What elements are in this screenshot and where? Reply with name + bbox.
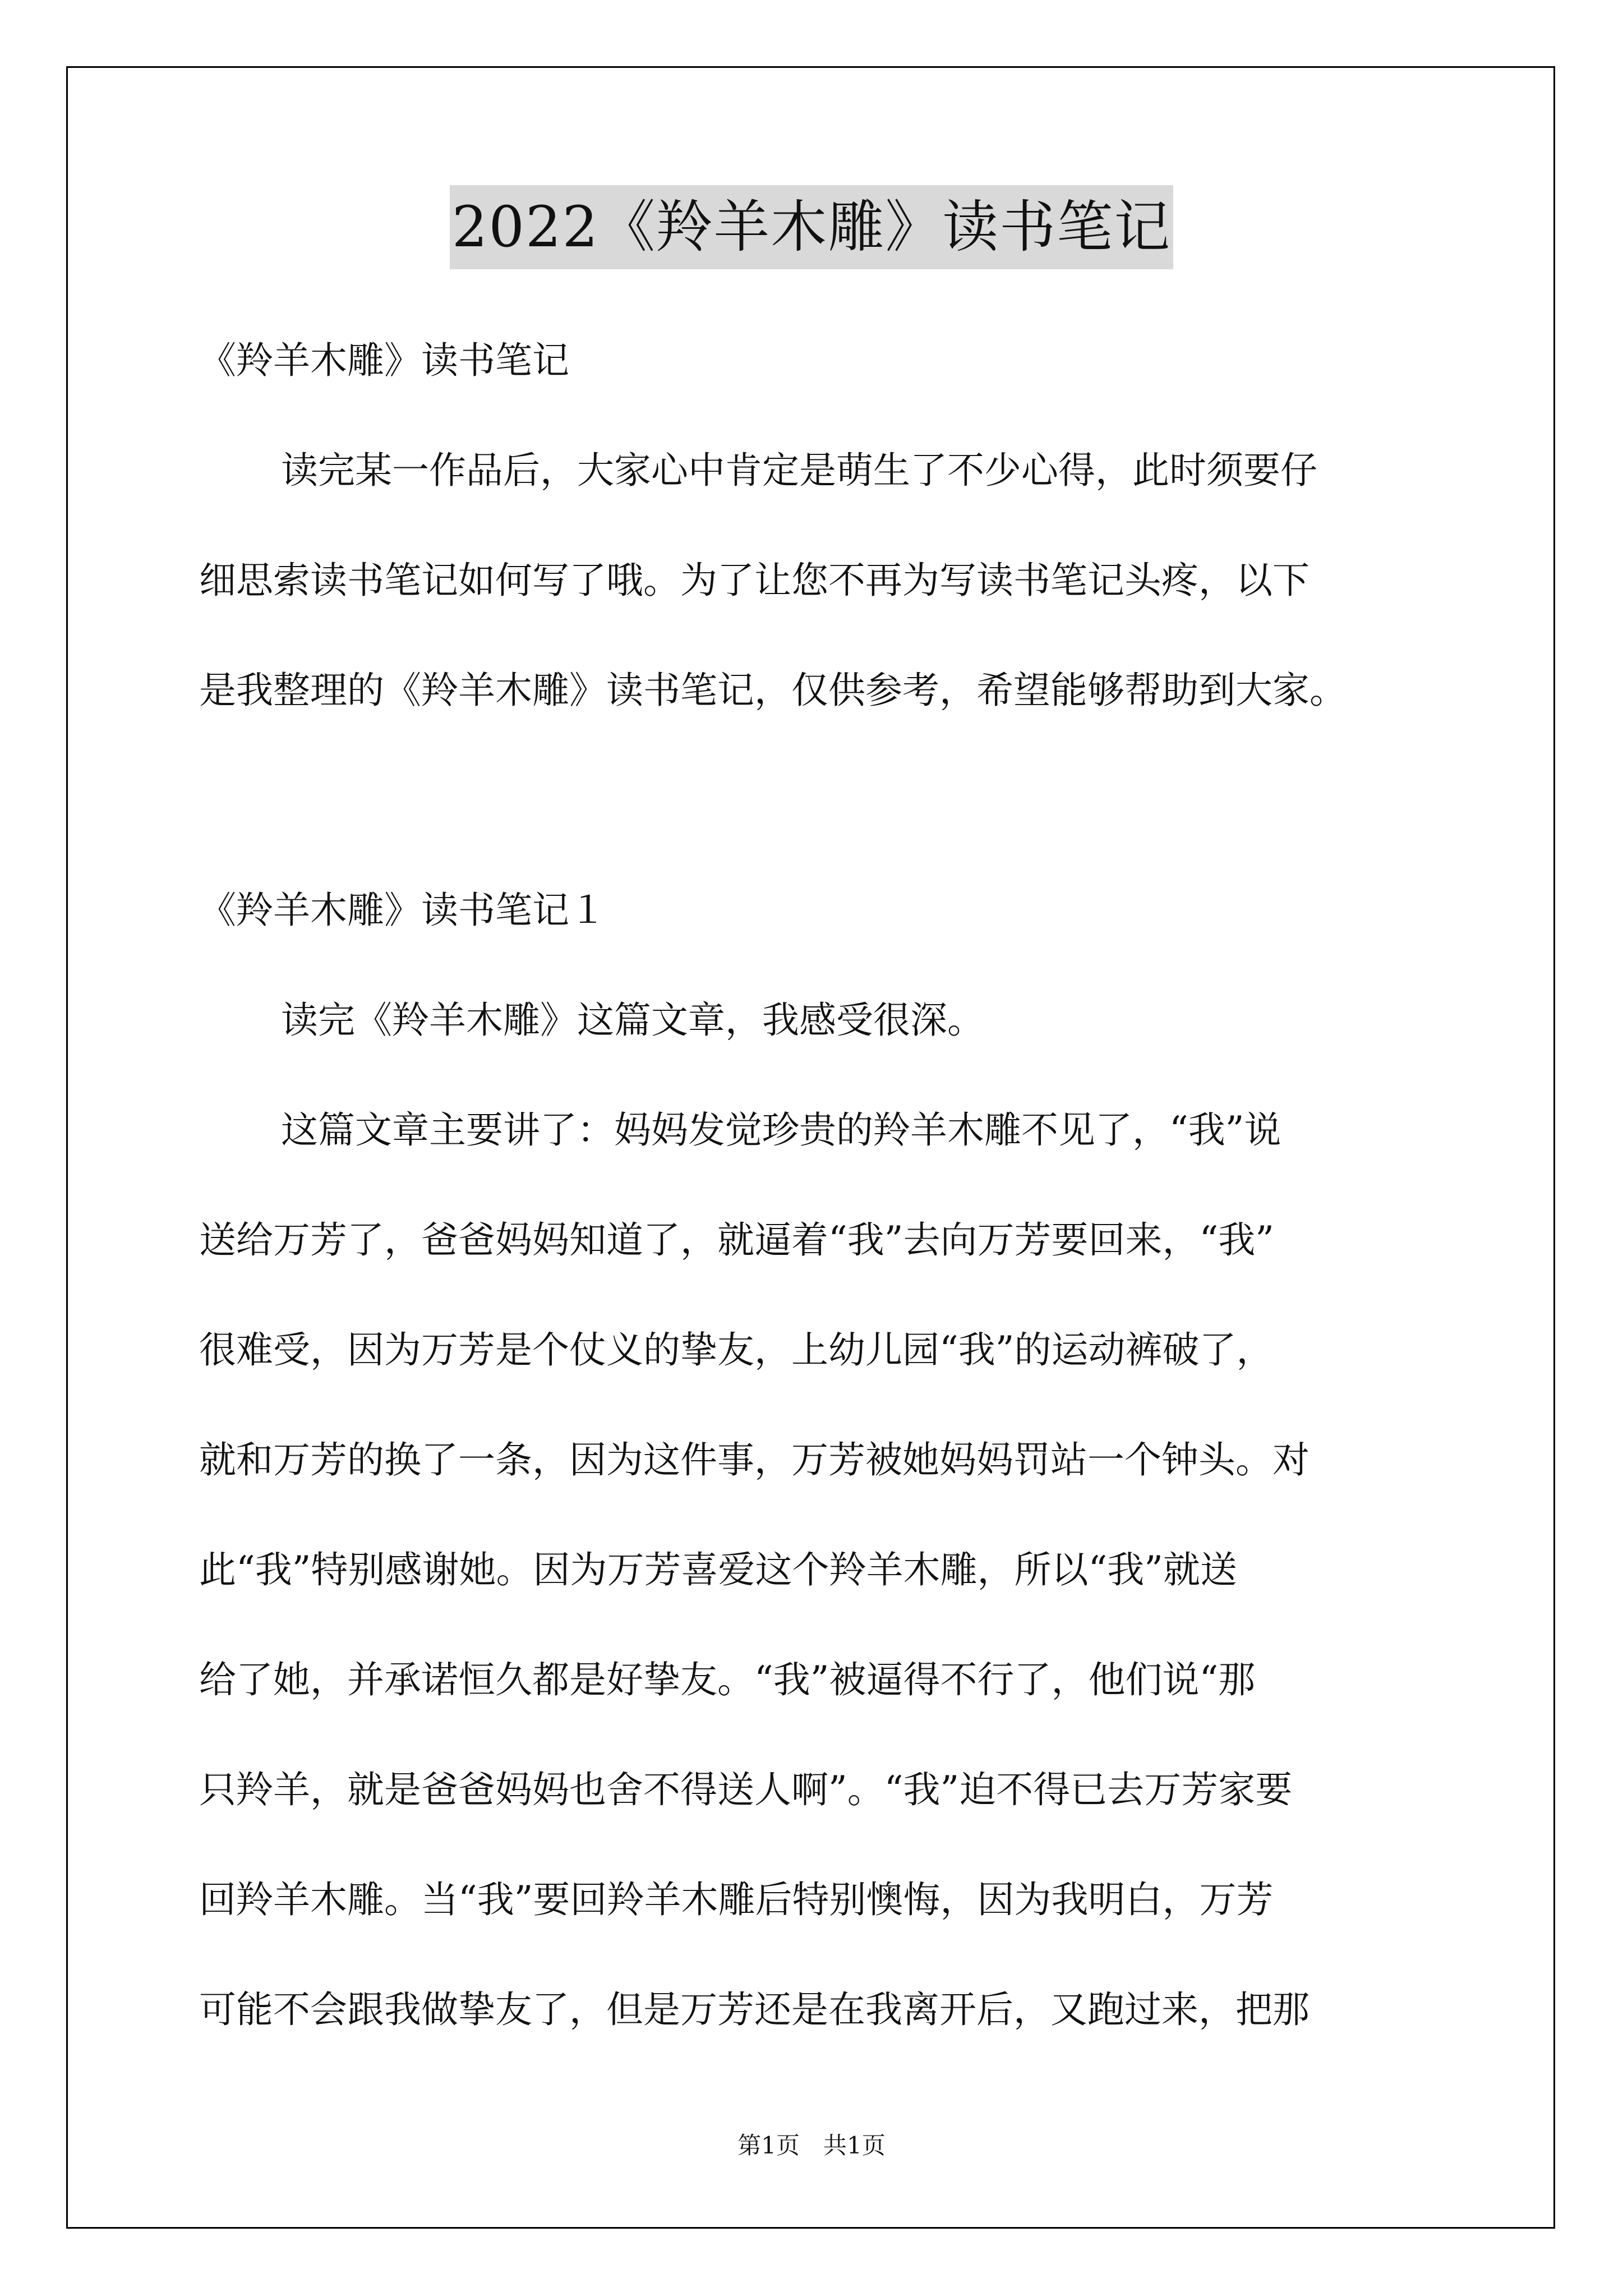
body-line: 这篇文章主要讲了：妈妈发觉珍贵的羚羊木雕不见了，“我”说 [281, 1108, 1281, 1152]
body-line: 回羚羊木雕。当“我”要回羚羊木雕后特别懊悔，因为我明白，万芳 [199, 1878, 1274, 1921]
body-line: 很难受，因为万芳是个仗义的挚友，上幼儿园“我”的运动裤破了， [199, 1328, 1274, 1372]
page-footer: 第1页 共1页 [737, 2132, 886, 2159]
title-container [0, 185, 1623, 269]
intro-paragraph [199, 416, 1455, 746]
subtitle: 《羚羊木雕》读书笔记 [199, 339, 569, 382]
body-line: 送给万芳了，爸爸妈妈知道了，就逼着“我”去向万芳要回来，“我” [199, 1218, 1274, 1262]
body-line: 此“我”特别感谢她。因为万芳喜爱这个羚羊木雕，所以“我”就送 [199, 1548, 1237, 1591]
body-line: 可能不会跟我做挚友了，但是万芳还是在我离开后，又跑过来，把那 [199, 1988, 1310, 2031]
document-body [199, 306, 1455, 2065]
document-title: 2022《羚羊木雕》读书笔记 [450, 185, 1174, 269]
body-line: 给了她，并承诺恒久都是好挚友。“我”被逼得不行了，他们说“那 [199, 1658, 1256, 1701]
section-heading: 《羚羊木雕》读书笔记１ [199, 889, 606, 932]
intro-line: 读完某一作品后，大家心中肯定是萌生了不少心得，此时须要仔 [281, 449, 1317, 492]
body-line: 只羚羊，就是爸爸妈妈也舍不得送人啊”。“我”迫不得已去万芳家要 [199, 1768, 1293, 1811]
body-paragraph [199, 1075, 1455, 2065]
body-line: 就和万芳的换了一条，因为这件事，万芳被她妈妈罚站一个钟头。对 [199, 1438, 1310, 1481]
intro-line: 是我整理的《羚羊木雕》读书笔记，仅供参考，希望能够帮助到大家。 [199, 669, 1347, 712]
intro-line: 细思索读书笔记如何写了哦。为了让您不再为写读书笔记头疼，以下 [199, 559, 1310, 602]
section-first-line: 读完《羚羊木雕》这篇文章，我感受很深。 [281, 999, 984, 1042]
